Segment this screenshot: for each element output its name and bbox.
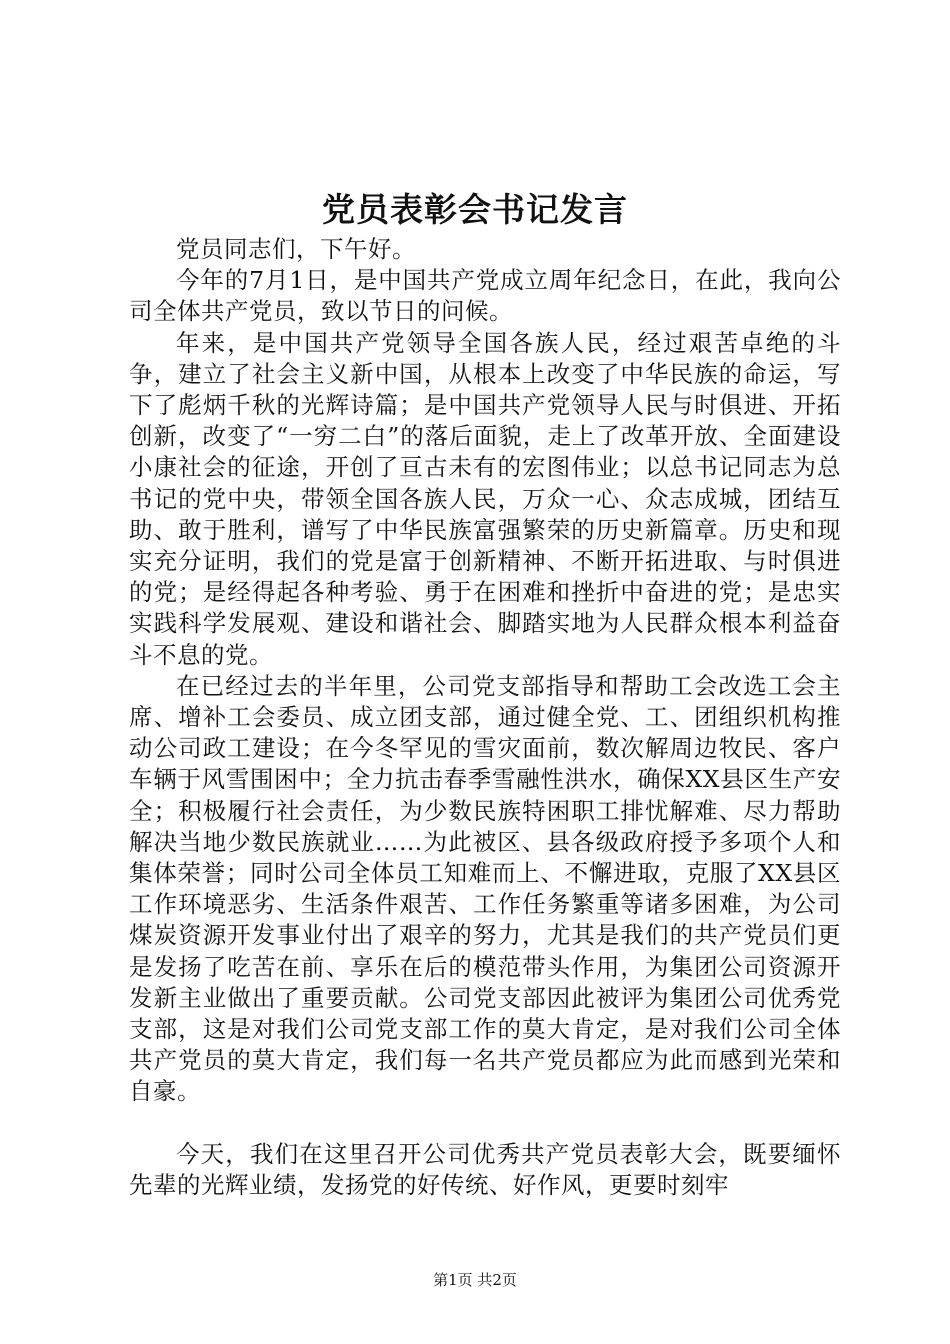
paragraph-achievements: 在已经过去的半年里，公司党支部指导和帮助工会改选工会主席、增补工会委员、成立团支部，通过健全党、工、团组织机构推动公司政工建设；在今冬罕见的雪灾面前，数次解周边牧民、客户车辆于风雪围困中；全力抗击春季雪融性洪水，确保XX县区生产安全；积极履行社会责任，为少数民族特困职工排忧解难、尽力帮助解决当地少数民族就业……为此被区、县各级政府授予多项个人和集体荣誉；同时公司全体员工知难而上、不懈进取，克服了XX县区工作环境恶劣、生活条件艰苦、工作任务繁重等诸多困难，为公司煤炭资源开发事业付出了艰辛的努力，尤其是我们的共产党员们更是发扬了吃苦在前、享乐在后的模范带头作用，为集团公司资源开发新主业做出了重要贡献。公司党支部因此被评为集团公司优秀党支部，这是对我们公司党支部工作的莫大肯定，是对我们公司全体共产党员的莫大肯定，我们每一名共产党员都应为此而感到光荣和自豪。 <box>129 671 841 1106</box>
paragraph-today: 今天，我们在这里召开公司优秀共产党员表彰大会，既要缅怀先辈的光辉业绩，发扬党的好传统、好作风，更要时刻牢 <box>129 1139 841 1199</box>
document-body <box>129 234 841 1201</box>
paragraph-history: 年来，是中国共产党领导全国各族人民，经过艰苦卓绝的斗争，建立了社会主义新中国，从根本上改变了中华民族的命运，写下了彪炳千秋的光辉诗篇；是中国共产党领导人民与时俱进、开拓创新，改变了“一穷二白”的落后面貌，走上了改革开放、全面建设小康社会的征途，开创了亘古未有的宏图伟业；以总书记同志为总书记的党中央，带领全国各族人民，万众一心、众志成城，团结互助、敢于胜利，谱写了中华民族富强繁荣的历史新篇章。历史和现实充分证明，我们的党是富于创新精神、不断开拓进取、与时俱进的党；是经得起各种考验、勇于在困难和挫折中奋进的党；是忠实实践科学发展观、建设和谐社会、脚踏实地为人民群众根本利益奋斗不息的党。 <box>129 328 841 669</box>
paragraph-greeting: 党员同志们，下午好。 <box>176 235 416 263</box>
document-title: 党员表彰会书记发言 <box>322 190 628 229</box>
page-number-footer: 第1页 共2页 <box>433 1271 517 1289</box>
paragraph-anniversary: 今年的7月1日，是中国共产党成立周年纪念日，在此，我向公司全体共产党员，致以节日的问候。 <box>129 266 841 326</box>
